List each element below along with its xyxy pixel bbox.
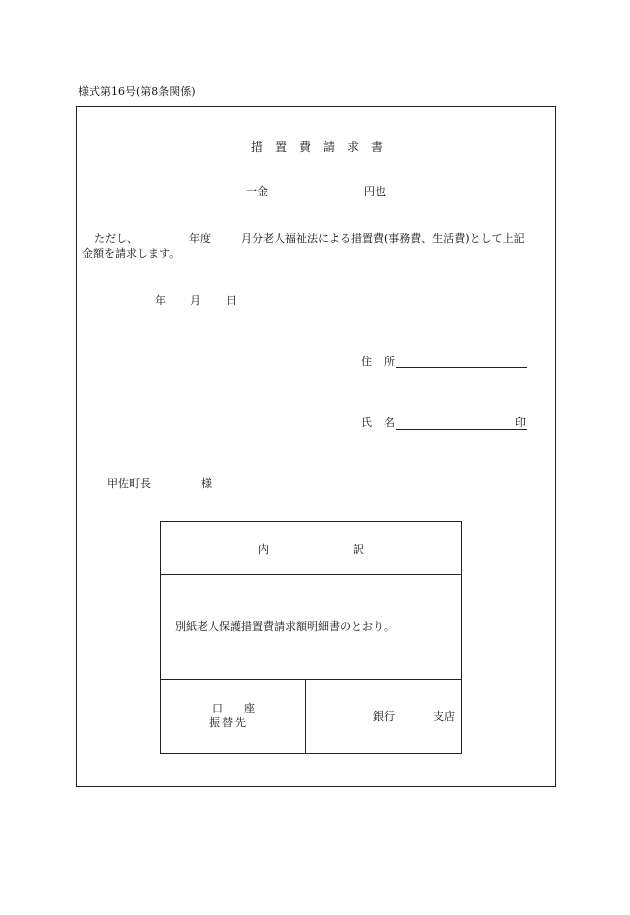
- date-year-label: 年: [155, 294, 166, 307]
- form-number: 様式第16号(第8条関係): [78, 85, 196, 98]
- body-text-year: 年度: [189, 232, 211, 245]
- date-day-label: 日: [226, 294, 237, 307]
- address-label-char: 所: [384, 355, 395, 368]
- name-label-char: 名: [384, 416, 395, 429]
- branch-label: 支店: [433, 710, 455, 723]
- bank-label: 銀行: [373, 710, 395, 723]
- body-text-line2: 金額を請求します。: [82, 247, 181, 260]
- account-label-char: 口: [212, 702, 223, 715]
- date-month-label: 月: [190, 294, 201, 307]
- address-underline: [396, 367, 527, 368]
- account-transfer-label: 振替先: [209, 716, 248, 729]
- breakdown-table: [160, 521, 462, 754]
- name-label-char: 氏: [361, 416, 372, 429]
- name-underline: [396, 429, 527, 430]
- seal-mark: 印: [515, 416, 526, 429]
- document-title-char: 求: [347, 140, 360, 154]
- document-title-char: 費: [299, 140, 312, 154]
- account-label-char: 座: [244, 702, 255, 715]
- addressee-name: 甲佐町長: [107, 477, 151, 490]
- document-title-char: 措: [251, 140, 264, 154]
- table-divider: [161, 679, 461, 680]
- amount-suffix: 円也: [364, 185, 386, 198]
- address-label-char: 住: [361, 355, 372, 368]
- table-divider: [305, 679, 306, 754]
- amount-prefix: 一金: [246, 185, 268, 198]
- breakdown-header-char: 訳: [353, 543, 364, 556]
- document-title-char: 書: [371, 140, 384, 154]
- table-divider: [161, 574, 461, 575]
- body-text-start: ただし、: [94, 232, 138, 245]
- document-title-char: 置: [275, 140, 288, 154]
- addressee-honorific: 様: [201, 477, 212, 490]
- document-title-char: 請: [323, 140, 336, 154]
- breakdown-header-char: 内: [258, 543, 269, 556]
- body-text-rest: 月分老人福祉法による措置費(事務費、生活費)として上記: [241, 232, 525, 245]
- breakdown-detail-text: 別紙老人保護措置費請求額明細書のとおり。: [175, 620, 395, 633]
